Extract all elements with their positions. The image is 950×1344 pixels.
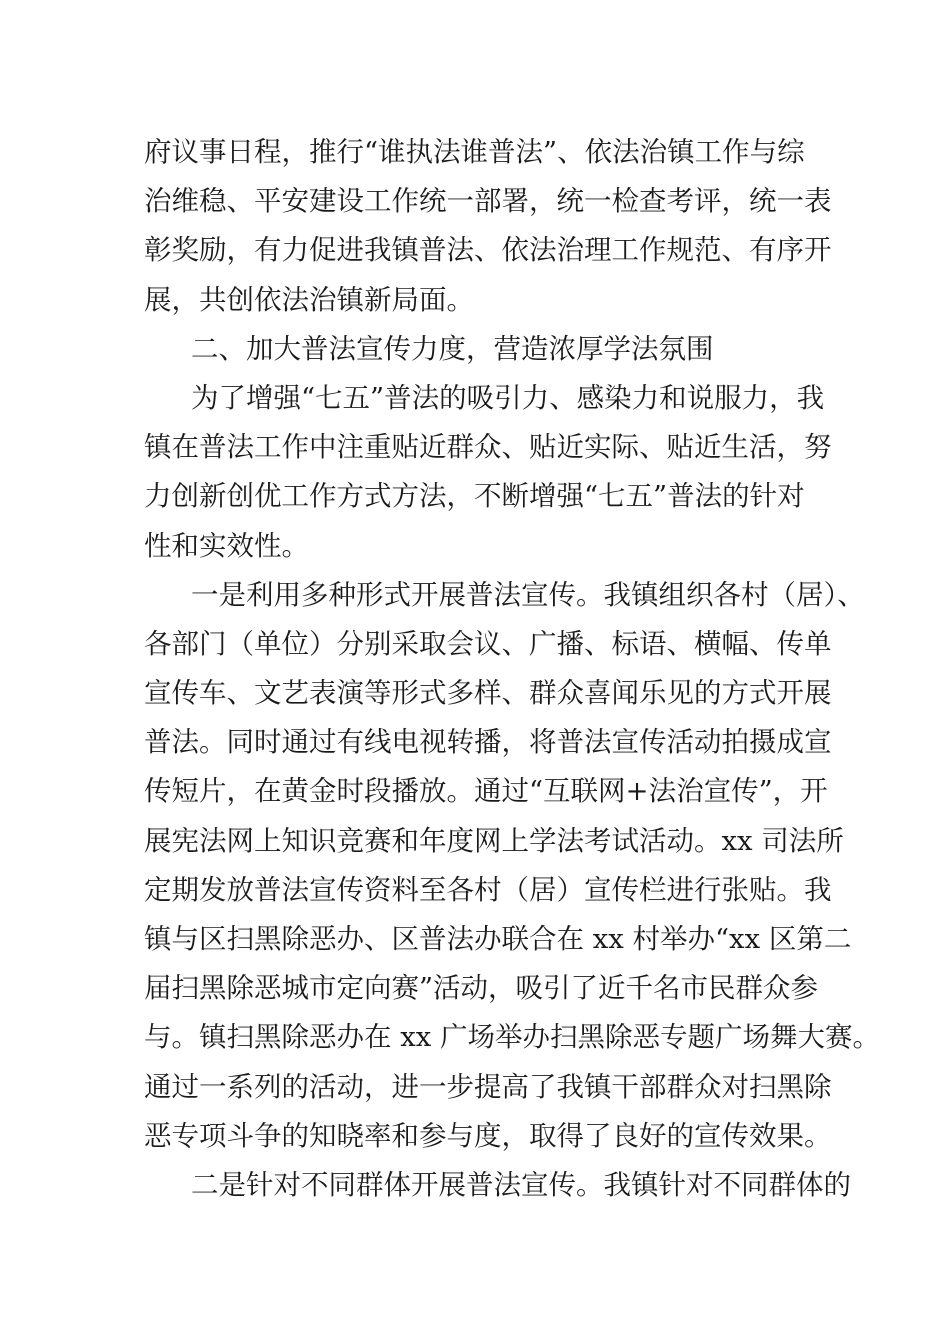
- text-line: 一是利用多种形式开展普法宣传。我镇组织各村（居）、: [191, 578, 865, 611]
- text-line: 届扫黑除恶城市定向赛”活动，吸引了近千名市民群众参: [144, 972, 819, 1005]
- text-line: 展，共创依法治镇新局面。: [144, 283, 474, 316]
- document-body: [144, 128, 880, 1210]
- text-line: 彰奖励，有力促进我镇普法、依法治理工作规范、有序开: [144, 234, 832, 267]
- text-line: 镇与区扫黑除恶办、区普法办联合在 xx 村举办“xx 区第二: [144, 923, 852, 955]
- text-line: 展宪法网上知识竞赛和年度网上学法考试活动。xx 司法所: [144, 824, 844, 857]
- text-line: 府议事日程，推行“谁执法谁普法”、依法治镇工作与综: [144, 136, 805, 168]
- text-line: 性和实效性。: [144, 529, 309, 562]
- text-line: 普法。同时通过有线电视转播，将普法宣传活动拍摄成宣: [144, 726, 832, 759]
- text-line: 通过一系列的活动，进一步提高了我镇干部群众对扫黑除: [144, 1070, 832, 1103]
- text-line: 各部门（单位）分别采取会议、广播、标语、横幅、传单: [144, 627, 832, 660]
- text-line: 定期发放普法宣传资料至各村（居）宣传栏进行张贴。我: [144, 873, 832, 906]
- text-line: 治维稳、平安建设工作统一部署，统一检查考评，统一表: [144, 185, 832, 218]
- text-line: 力创新创优工作方式方法，不断增强“七五”普法的针对: [144, 480, 805, 513]
- section-heading: 二、加大普法宣传力度，营造浓厚学法氛围: [191, 332, 714, 365]
- text-line: 为了增强“七五”普法的吸引力、感染力和说服力，我: [191, 381, 825, 414]
- text-line: 恶专项斗争的知晓率和参与度，取得了良好的宣传效果。: [144, 1119, 832, 1152]
- text-line: 与。镇扫黑除恶办在 xx 广场举办扫黑除恶专题广场舞大赛。: [144, 1021, 880, 1054]
- text-line: 二是针对不同群体开展普法宣传。我镇针对不同群体的: [191, 1168, 851, 1201]
- text-line: 传短片，在黄金时段播放。通过“互联网+法治宣传”，开: [144, 775, 828, 808]
- text-line: 宣传车、文艺表演等形式多样、群众喜闻乐见的方式开展: [144, 677, 832, 710]
- text-line: 镇在普法工作中注重贴近群众、贴近实际、贴近生活，努: [144, 431, 832, 464]
